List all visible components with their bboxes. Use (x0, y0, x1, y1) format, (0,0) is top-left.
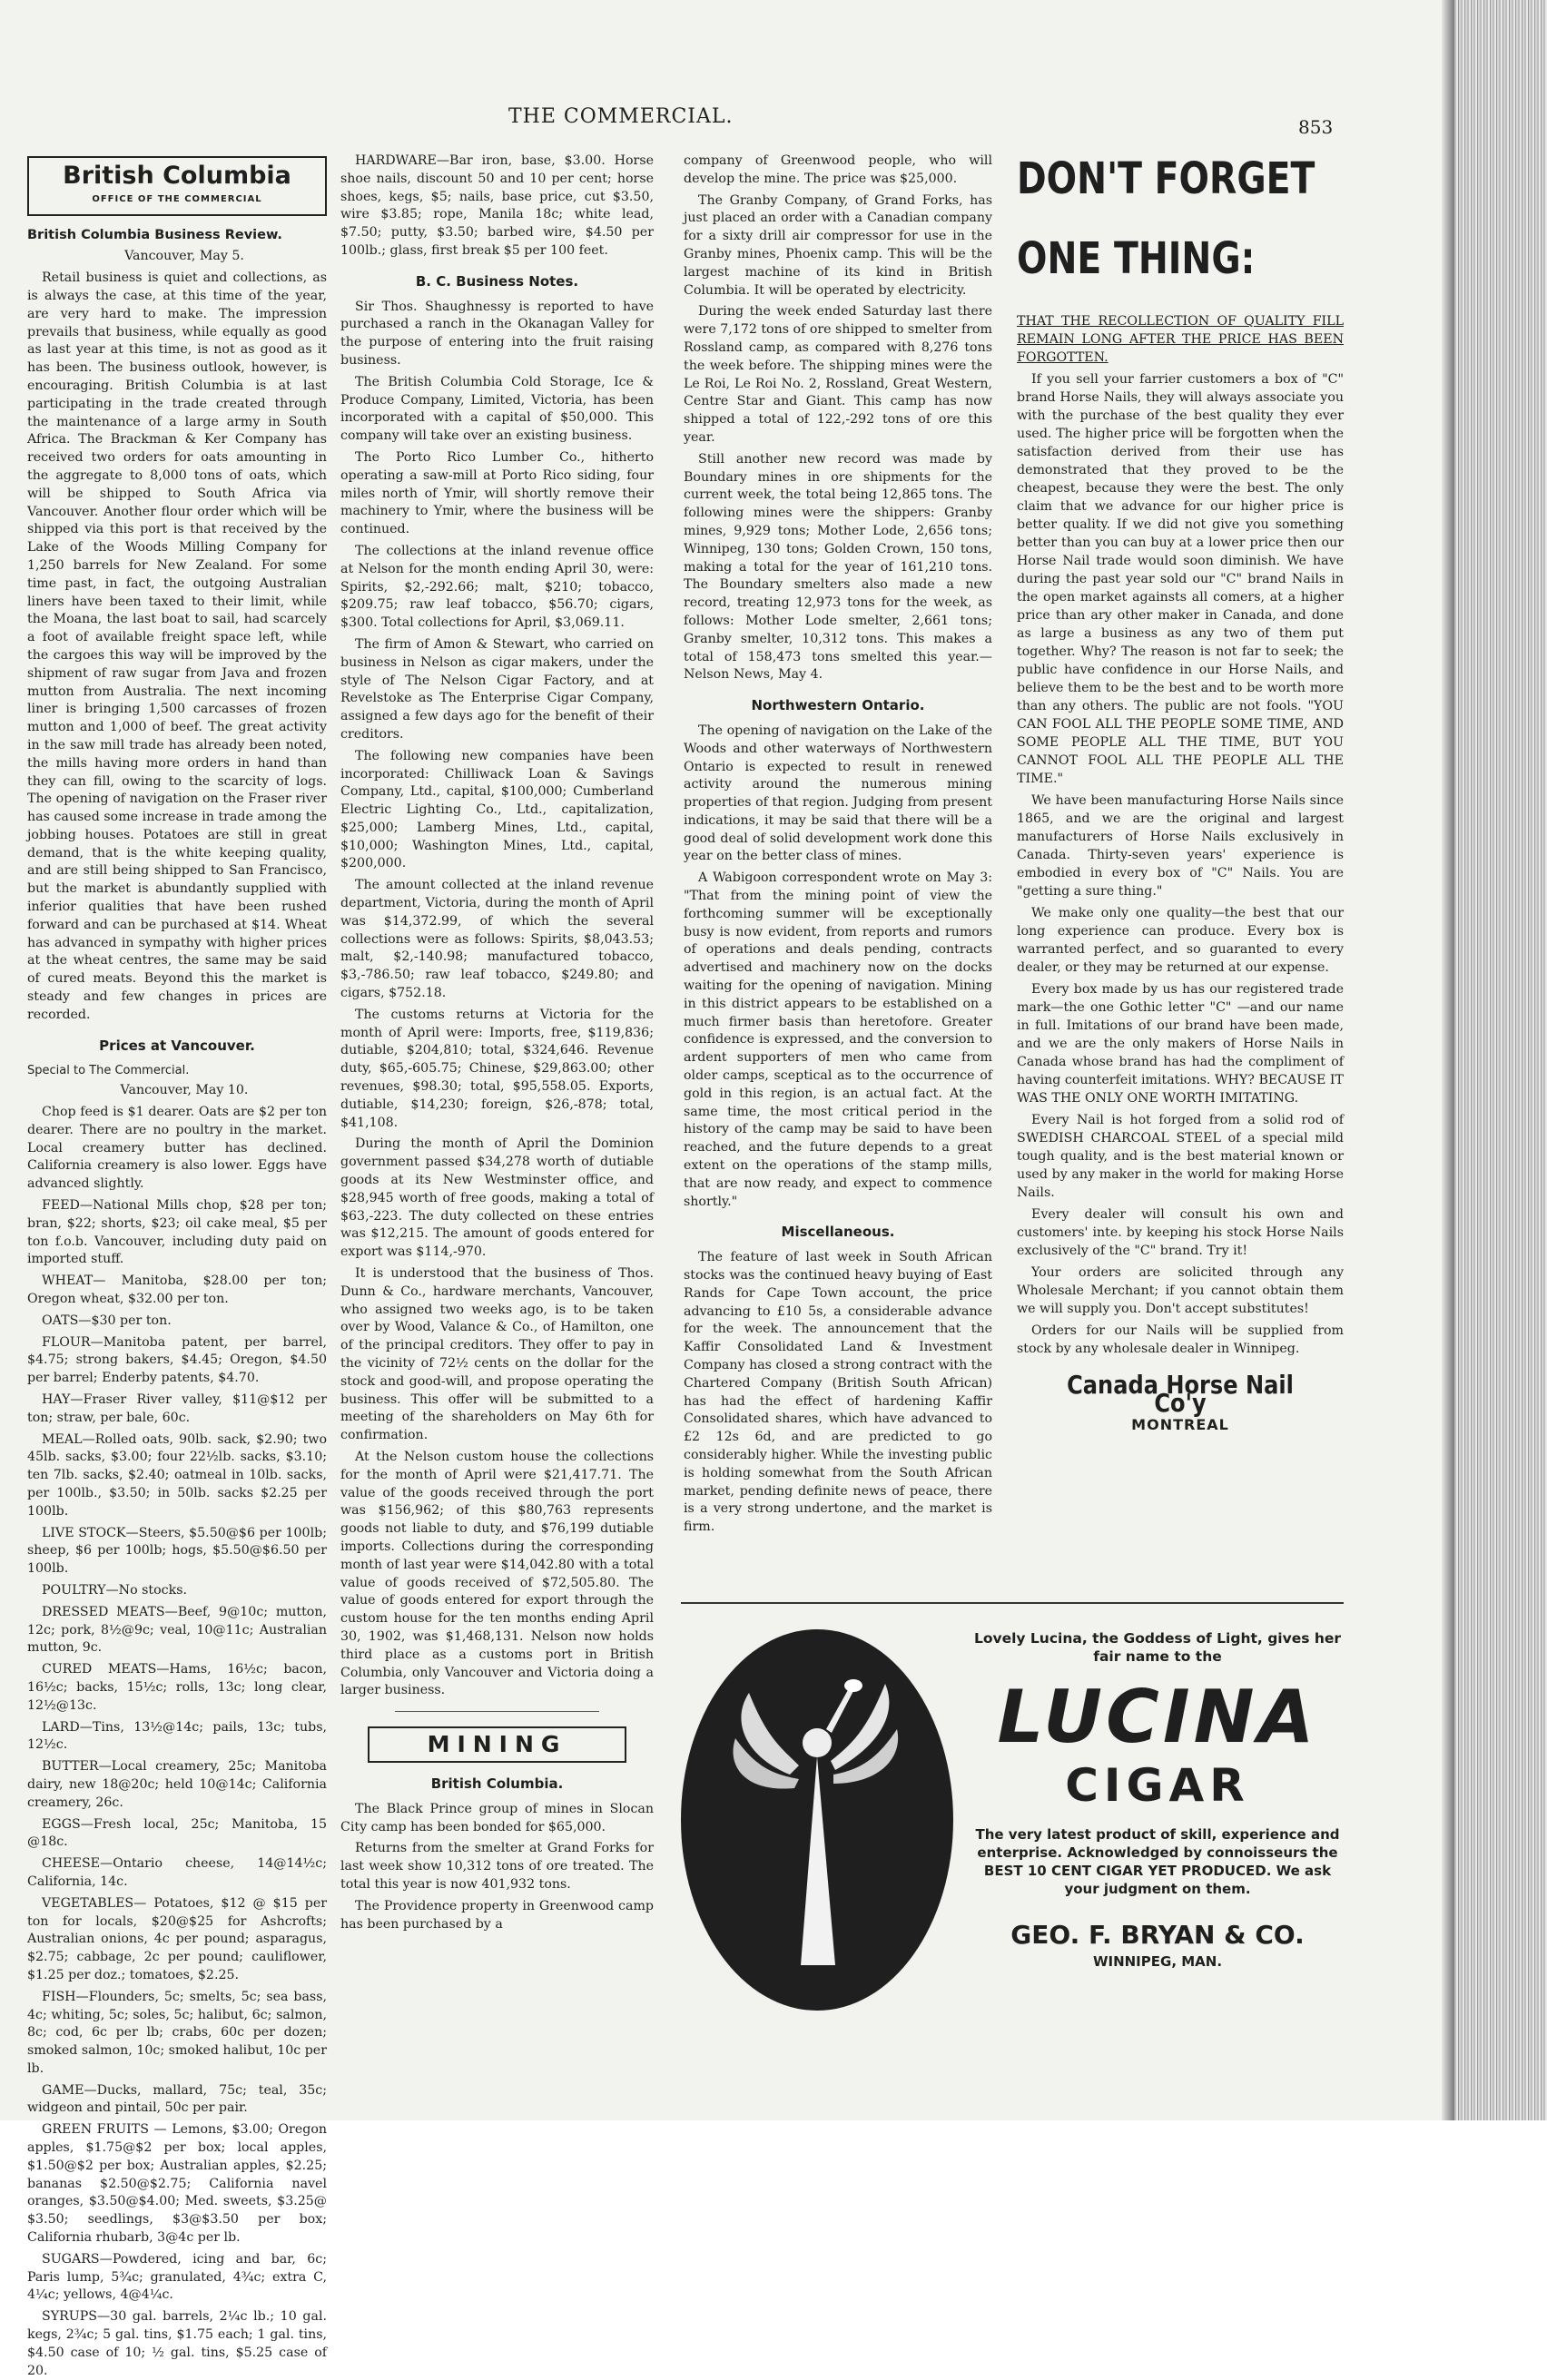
page-number: 853 (1298, 116, 1334, 138)
box-subtitle: OFFICE OF THE COMMERCIAL (92, 193, 262, 204)
note-paragraph: The Porto Rico Lumber Co., hitherto operating a saw-mill at Porto Rico siding, four miles north of Ymir, will shortly remove their machinery to Ymir, where the business will be continued. (340, 449, 654, 537)
hardware-prices: HARDWARE—Bar iron, base, $3.00. Horse shoe nails, discount 50 and 10 per cent; horse shoes, kegs, $5; nails, base price, cut $3.50, wire $3.85; rope, Manila 18c; white lead, $7.50; putty, $3.50; barbed wire, $4.50 per 100lb.; glass, first break $5 per 100 feet. (340, 153, 654, 258)
ad-paragraph: Every Nail is hot forged from a solid rod of SWEDISH CHARCOAL STEEL of a special mild tough quality, and is the best material known or used by any maker in the world for making Horse Nails. (1017, 1113, 1344, 1200)
price-paragraph: Chop feed is $1 dearer. Oats are $2 per ton dearer. There are no poultry in the market. Local creamery butter has declined. California creamery is also lower. Eggs have advanced slightly. (27, 1105, 327, 1192)
price-paragraph: HAY—Fraser River valley, $11@$12 per ton; straw, per bale, 60c. (27, 1392, 327, 1425)
price-paragraph: GREEN FRUITS — Lemons, $3.00; Oregon apples, $1.75@$2 per box; local apples, $1.50@$2 per box; Australian apples, $2.25; bananas $2.50@$2.75; California navel oranges, $3.50@$4.00; Med. sweets, $3.25@ $3.50; seedlings, $3@$3.50 per box; California rhubarb, 3@4c per lb. (27, 2122, 327, 2246)
winged-goddess-icon (726, 1666, 908, 1974)
ad-paragraph: Every box made by us has our registered trade mark—the one Gothic letter "C" —and our name in full. Imitations of our brand have been made, and we are the only makers of Horse Nails in Canada whose brand has had the compliment of having counterfeit imitations. WHY? BECAUSE IT WAS THE ONLY ONE WORTH IMITATING. (1017, 982, 1344, 1106)
lucina-cigar-advertisement (681, 1629, 1344, 2029)
price-paragraph: FISH—Flounders, 5c; smelts, 5c; sea bass, 4c; whiting, 5c; soles, 5c; halibut, 6c; salmon, 8c; cod, 6c per lb; crabs, 60c per dozen; smoked salmon, 10c; smoked halibut, 10c per lb. (27, 1989, 327, 2076)
note-paragraph: During the month of April the Dominion government passed $34,278 worth of dutiable goods at its New Westminster office, and $28,945 worth of free goods, making a total of $63,-223. The duty collected on these entries was $12,215. The amount of goods entered for export was $114,-970. (340, 1136, 654, 1260)
british-columbia-box (27, 156, 327, 216)
prices-dateline: Vancouver, May 10. (120, 1083, 249, 1098)
note-paragraph: The amount collected at the inland revenue department, Victoria, during the month of April was $14,372.99, of which the several collections were as follows: Spirits, $8,043.53; malt, $2,-140.98; manufactured tobacco, $3,-786.50; raw leaf tobacco, $249.80; and cigars, $752.18. (340, 878, 654, 1001)
northwestern-ontario-title: Northwestern Ontario. (751, 697, 925, 714)
box-title: British Columbia (63, 162, 291, 190)
lucina-company: GEO. F. BRYAN & CO. (1010, 1920, 1305, 1950)
mining-paragraph: The Granby Company, of Grand Forks, has just placed an order with a Canadian company for a sixty drill air compressor for use in the Granby mines, Phoenix camp. This will be the largest machine of its kind in British Columbia. It will be operated by electricity. (684, 192, 992, 298)
price-paragraph: POULTRY—No stocks. (42, 1582, 187, 1598)
review-paragraph: Retail business is quiet and collections, as is always the case, at this time of the year, are very hard to make. The impression prevails that business, while equally as good as last year at this time, is not as good as it has been. The business outlook, however, is encouraging. British Columbia is at last participating in the trade created through the maintenance of a large army in South Africa. The Brackman & Ker Company has received two orders for oats amounting in the aggregate to 8,000 tons of oats, which will be shipped to South Africa via Vancouver. Another flour order which will be shipped via this port is that received by the Lake of the Woods Milling Company for 1,250 barrels for New Zealand. For some time past, in fact, the outgoing Australian liners have been taxed to their limit, while the Moana, the last boat to sail, had scarcely a foot of available freight space left, while the cargoes this way will be improved by the shipment of raw sugar from Java and frozen mutton from Australia. The next incoming liner is bringing 1,500 carcasses of frozen mutton and 1,000 of beef. The great activity in the saw mill trade has already been noted, the mills having more orders in hand than they can fill, owing to the scarcity of logs. The opening of navigation on the Fraser river has caused some increase in trade among the jobbing houses. Potatoes are still in great demand, that is the white keeping quality, and are still being shipped to San Francisco, but the market is abundantly supplied with inferior qualities that have been rushed forward and can be purchased at $14. Wheat has advanced in sympathy with higher prices at the wheat centres, the same may be said of cured meats. Beyond this the market is steady and few changes in prices are recorded. (27, 270, 327, 1022)
note-paragraph: The collections at the inland revenue office at Nelson for the month ending April 30, were: Spirits, $2,-292.66; malt, $210; tobacco, $209.75; raw leaf tobacco, $56.70; cigars, $300. Total collections for April, $3,069.11. (340, 543, 654, 631)
mining-subtitle: British Columbia. (430, 1775, 564, 1792)
mining-paragraph: During the week ended Saturday last there were 7,172 tons of ore shipped to smelter from Rossland camp, as compared with 8,276 tons the week before. The shipping mines were the Le Roi, Le Roi No. 2, Rossland, Great Western, Centre Star and Giant. This camp has now shipped a total of 122,-292 tons of ore this year. (684, 304, 993, 445)
ad-paragraph: Every dealer will consult his own and customers' inte. by keeping his stock Horse Nails exclusively of the "C" brand. Try it! (1017, 1207, 1344, 1258)
lucina-product: CIGAR (1065, 1759, 1250, 1812)
note-paragraph: The customs returns at Victoria for the month of April were: Imports, free, $119,836; dutiable, $204,810; total, $324,646. Revenue duty, $65,-605.75; Chinese, $29,863.00; other revenues, $98.30; total, $95,558.05. Exports, dutiable, $14,230; foreign, $26,-878; total, $41,108. (340, 1007, 654, 1130)
ad-body (1017, 312, 1344, 1358)
ad-lead: THAT THE RECOLLECTION OF QUALITY FILL REMAIN LONG AFTER THE PRICE HAS BEEN FORGOTTEN. (1017, 314, 1344, 365)
price-paragraph: BUTTER—Local creamery, 25c; Manitoba dairy, new 18@20c; held 10@14c; California creamery, 26c. (27, 1759, 327, 1810)
lucina-city: WINNIPEG, MAN. (1092, 1953, 1223, 1970)
lucina-text (971, 1629, 1344, 1970)
horse-nail-advertisement (1017, 152, 1344, 1605)
price-paragraph: OATS—$30 per ton. (42, 1313, 172, 1328)
note-paragraph: At the Nelson custom house the collections for the month of April were $21,417.71. The value of the goods received through the port was $156,962; of this $80,763 represents goods not liable to duty, and $76,199 dutiable imports. Collections during the corresponding month of last year were $14,042.80 with a total value of goods received of $72,505.80. The value of goods entered for export through the custom house for the ten months ending April 30, 1902, was $1,468,131. Nelson now holds third place as a customs port in British Columbia, only Vancouver and Victoria doing a larger business. (340, 1449, 654, 1698)
lucina-name: LUCINA (997, 1675, 1318, 1759)
price-paragraph: SYRUPS—30 gal. barrels, 2¼c lb.; 10 gal. kegs, 2¾c; 5 gal. tins, $1.75 each; 1 gal. tins, $4.50 case of 10; ½ gal. tins, $5.25 case of 20. (27, 2309, 327, 2378)
ontario-paragraph: The opening of navigation on the Lake of the Woods and other waterways of Northwestern Ontario is expected to result in renewed activity around the numerous mining properties of that region. Judging from present indications, it may be said that there will be a good deal of solid development work done this year on the better class of mines. (684, 723, 992, 864)
note-paragraph: It is understood that the business of Thos. Dunn & Co., hardware merchants, Vancouver, who assigned two weeks ago, is to be taken over by Wood, Valance & Co., of Hamilton, one of the principal creditors. They offer to pay in the vicinity of 72½ cents on the dollar for the stock and good-will, and propose operating the business. This offer will be submitted to a meeting of the shareholders on May 6th for confirmation. (340, 1266, 654, 1443)
price-paragraph: LIVE STOCK—Steers, $5.50@$6 per 100lb; sheep, $6 per 100lb; hogs, $5.50@$6.50 per 100lb. (27, 1525, 327, 1577)
mining-paragraph: The Providence property in Greenwood camp has been purchased by a (340, 1898, 654, 1932)
price-paragraph: SUGARS—Powdered, icing and bar, 6c; Paris lump, 5¾c; granulated, 4¾c; extra C, 4¼c; yellows, 4@4¼c. (27, 2251, 327, 2303)
price-paragraph: EGGS—Fresh local, 25c; Manitoba, 15 @18c. (27, 1816, 327, 1850)
price-paragraph: VEGETABLES— Potatoes, $12 @ $15 per ton for locals, $20@$25 for Ashcrofts; Australian onions, 4c per pound; asparagus, $2.75; cabbage, 2c per pound; cauliflower, $1.25 per doz.; tomatoes, $2.25. (27, 1895, 327, 1982)
price-paragraph: CHEESE—Ontario cheese, 14@14½c; California, 14c. (27, 1856, 327, 1889)
mining-paragraph: The Black Prince group of mines in Slocan City camp has been bonded for $65,000. (340, 1801, 654, 1834)
mining-paragraph: Still another new record was made by Boundary mines in ore shipments for the current week, the total being 12,865 tons. The following mines were the shippers: Granby mines, 9,929 tons; Mother Lode, 2,656 tons; Winnipeg, 130 tons; Golden Crown, 150 tons, making a total for the year of 161,210 tons. The Boundary smelters also made a new record, treating 12,973 tons for the week, as follows: Mother Lode smelter, 2,661 tons; Granby smelter, 10,312 tons. This makes a total of 158,473 tons smelted this year.—Nelson News, May 4. (684, 451, 992, 683)
note-paragraph: The firm of Amon & Stewart, who carried on business in Nelson as cigar makers, under the style of The Nelson Cigar Factory, and at Revelstoke as The Enterprise Cigar Company, assigned a few days ago for the benefit of their creditors. (340, 636, 654, 742)
price-paragraph: FEED—National Mills chop, $28 per ton; bran, $22; shorts, $23; oil cake meal, $5 per ton f.o.b. Vancouver, including duty paid on imported stuff. (27, 1198, 327, 1267)
price-paragraph: MEAL—Rolled oats, 90lb. sack, $2.90; two 45lb. sacks, $3.00; four 22½lb. sacks, $3.10; ten 7lb. sacks, $2.40; oatmeal in 10lb. sacks, per 100lb., $3.50; in 50lb. sacks $2.25 per 100lb. (27, 1431, 327, 1519)
note-paragraph: Sir Thos. Shaughnessy is reported to have purchased a ranch in the Okanagan Valley for the purpose of entering into the fruit raising business. (340, 299, 654, 368)
review-title: British Columbia Business Review. (27, 227, 282, 242)
misc-paragraph: The feature of last week in South African stocks was the continued heavy buying of East Rands for Cape Town account, the price advancing to £10 5s, a considerable advance for the week. The announcement that the Kaffir Consolidated Land & Investment Company has closed a strong contract with the Chartered Company (British South African) has had the effect of hardening Kaffir Consolidated shares, which have advanced to £2 12s 6d, and are predicted to go considerably higher. While the investing public is holding somewhat from the South African market, pending definite news of peace, there is a very strong undertone, and the market is firm. (684, 1250, 992, 1535)
ad-paragraph: We have been manufacturing Horse Nails since 1865, and we are the original and largest manufacturers of Horse Nails exclusively in Canada. Thirty-seven years' experience is embodied in every box of "C" Nails. You are "getting a sure thing." (1017, 793, 1344, 899)
bc-notes-title: B. C. Business Notes. (415, 272, 579, 290)
ad-headline-2: ONE THING: (1017, 233, 1256, 284)
mining-paragraph: company of Greenwood people, who will develop the mine. The price was $25,000. (684, 153, 992, 186)
ontario-paragraph: A Wabigoon correspondent wrote on May 3: "That from the mining point of view the forthcoming summer will be exceptionally busy is now evident, from reports and rumors of operations and deals pending, contracts advertised and machinery now on the docks waiting for the opening of navigation. Mining in this district appears to be established on a much firmer basis than heretofore. Greater confidence is expressed, and the conversion to ardent supporters of men who came from older camps, sceptical as to the occurrence of gold in this region, is an actual fact. At the same time, the most critical period in the history of the camp may be said to have been reached, and the future depends to a great extent on the operations of the stamp mills, that are now ready, and expect to commence shortly." (684, 870, 992, 1209)
price-paragraph: DRESSED MEATS—Beef, 9@10c; mutton, 12c; pork, 8½@9c; veal, 10@11c; Australian mutton, 9c. (27, 1604, 327, 1656)
lucina-description: The very latest product of skill, experience and enterprise. Acknowledged by connoisseurs the BEST 10 CENT CIGAR YET PRODUCED. We ask your judgment on them. (975, 1826, 1340, 1897)
company-city: MONTREAL (1131, 1415, 1229, 1433)
section-rule (395, 1711, 599, 1712)
page-edge-shadow (1442, 0, 1454, 2120)
ad-paragraph: If you sell your farrier customers a box of "C" brand Horse Nails, they will always associate you with the purchase of the best quality they ever used. The higher price will be forgotten when the satisfaction derived from their use has demonstrated that they proved to be the cheapest, because they were the best. The only claim that we advance for our higher price is better quality. If we did not give you something better than you can buy at a lower price then our Horse Nail trade would soon diminish. We have during the past year sold our "C" brand Nails in the open market againsts all comers, at a higher price than ary other maker in Canada, and done as large a business as any two of them put together. Why? The reason is not far to seek; the public have confidence in our Horse Nails, and believe them to be the best and to be worth more than any others. The public are not fools. "YOU CAN FOOL ALL THE PEOPLE SOME TIME, AND SOME PEOPLE ALL THE TIME, BUT YOU CANNOT FOOL ALL THE PEOPLE ALL THE TIME." (1017, 372, 1344, 786)
price-paragraph: CURED MEATS—Hams, 16½c; bacon, 16½c; backs, 15½c; rolls, 13c; long clear, 12½@13c. (27, 1662, 327, 1713)
lucina-tagline: Lovely Lucina, the Goddess of Light, gives her fair name to the (973, 1630, 1342, 1665)
ad-paragraph: Orders for our Nails will be supplied from stock by any wholesale dealer in Winnipeg. (1017, 1323, 1344, 1356)
goddess-illustration (681, 1629, 953, 2011)
mining-heading: MINING (368, 1726, 626, 1763)
note-paragraph: The following new companies have been incorporated: Chilliwack Loan & Savings Company, Ltd., capital, $100,000; Cumberland Electric Lighting Co., Ltd., capitalization, $25,000; Lamberg Mines, Ltd., capital, $10,000; Washington Mines, Ltd., capital, $200,000. (340, 748, 654, 871)
column-3 (684, 152, 992, 1605)
price-paragraph: LARD—Tins, 13½@14c; pails, 13c; tubs, 12½c. (27, 1719, 327, 1753)
company-name: Canada Horse Nail Co'y (1067, 1370, 1294, 1418)
ad-divider (681, 1602, 1344, 1604)
price-paragraph: GAME—Ducks, mallard, 75c; teal, 35c; widgeon and pintail, 50c per pair. (27, 2082, 327, 2116)
ad-paragraph: We make only one quality—the best that our long experience can produce. Every box is warranted perfect, and so guaranted to every dealer, or they may be returned at our expense. (1017, 906, 1344, 975)
price-paragraph: FLOUR—Manitoba patent, per barrel, $4.75; strong bakers, $4.45; Oregon, $4.50 per barrel; Enderby patents, $4.70. (27, 1334, 327, 1386)
price-paragraph: WHEAT— Manitoba, $28.00 per ton; Oregon wheat, $32.00 per ton. (27, 1274, 327, 1307)
book-spine (1454, 0, 1547, 2120)
miscellaneous-title: Miscellaneous. (781, 1224, 895, 1241)
running-title: THE COMMERCIAL. (508, 105, 734, 128)
ad-headline-1: DON'T FORGET (1017, 153, 1315, 204)
note-paragraph: The British Columbia Cold Storage, Ice & Produce Company, Limited, Victoria, has been incorporated with a capital of $50,000. This company will take over an existing business. (340, 374, 654, 444)
column-2 (340, 152, 654, 2104)
ad-paragraph: Your orders are solicited through any Wholesale Merchant; if you cannot obtain them we will supply you. Don't accept substitutes! (1017, 1265, 1344, 1316)
prices-title: Prices at Vancouver. (99, 1037, 255, 1054)
review-dateline: Vancouver, May 5. (124, 249, 244, 264)
column-1 (27, 152, 327, 2378)
mining-paragraph: Returns from the smelter at Grand Forks for last week show 10,312 tons of ore treated. The total this year is now 401,932 tons. (340, 1841, 654, 1892)
prices-byline: Special to The Commercial. (27, 1064, 190, 1078)
